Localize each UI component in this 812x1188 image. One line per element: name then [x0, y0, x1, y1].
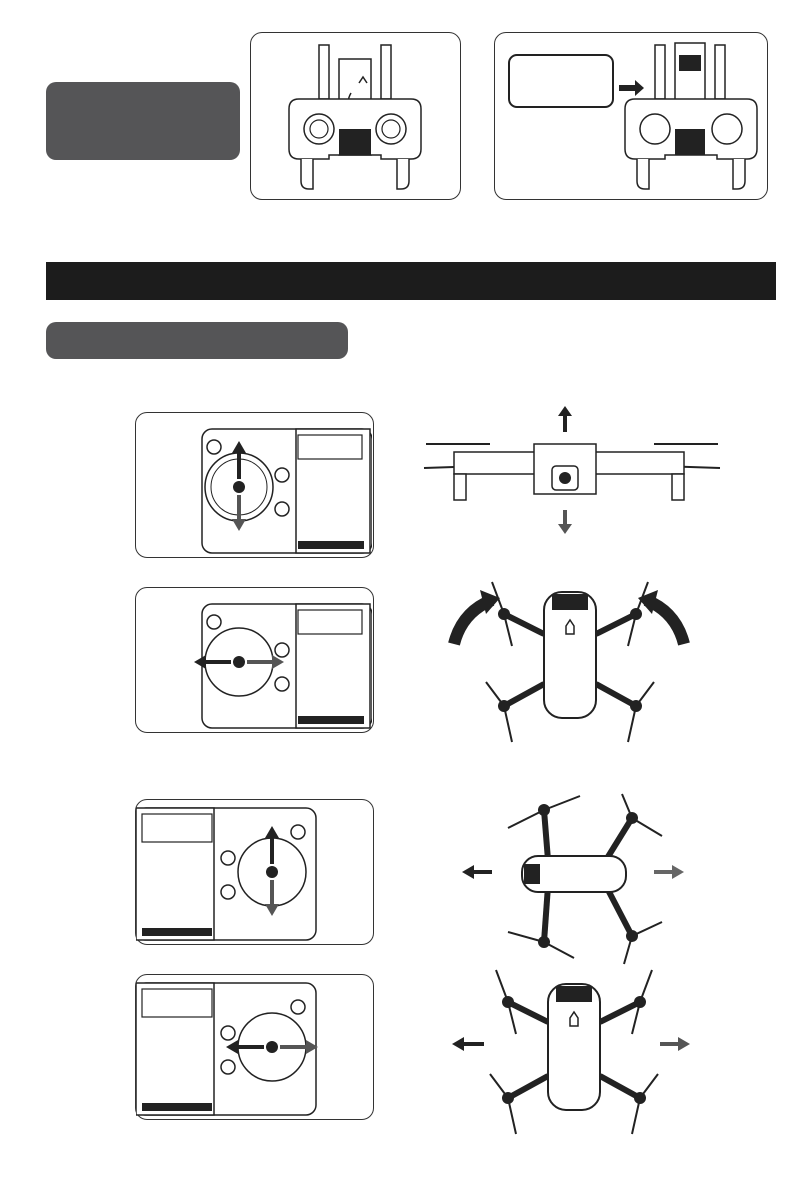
drone-side-top-view-icon	[456, 790, 696, 970]
smartphone-icon	[509, 55, 613, 107]
drone-sideways	[450, 966, 700, 1144]
arrow-right-icon	[619, 80, 644, 96]
left-stick-left-right-illustration	[136, 588, 372, 731]
arrow-down-icon	[558, 524, 572, 534]
subsection-header-pill	[46, 322, 348, 359]
drone-forward-backward	[456, 790, 696, 970]
arrow-left-icon	[452, 1037, 464, 1051]
arrow-right-icon	[678, 1037, 690, 1051]
drone-rotate	[440, 574, 700, 752]
controller-holder-panel	[250, 32, 461, 200]
arrow-left-icon	[194, 655, 206, 669]
arrow-right-icon	[672, 865, 684, 879]
stick-demo-1	[135, 412, 374, 558]
drone-top-view-sideways-icon	[450, 966, 700, 1144]
arrow-up-icon	[558, 406, 572, 416]
arrow-left-icon	[462, 865, 474, 879]
right-stick-up-down-illustration	[136, 800, 372, 943]
stick-demo-4	[135, 974, 374, 1120]
drone-front-view-icon	[414, 404, 724, 544]
right-stick-left-right-illustration	[136, 975, 372, 1118]
phone-mount-panel	[494, 32, 768, 200]
section-header-bar	[46, 262, 776, 300]
drone-top-view-rotate-icon	[440, 574, 700, 752]
controller-with-phone-holder-icon	[251, 33, 459, 198]
stick-demo-2	[135, 587, 374, 733]
drone-ascend-descend	[414, 404, 724, 544]
phone-mount-illustration	[495, 33, 767, 198]
left-stick-up-down-illustration	[136, 413, 372, 556]
label-box	[46, 82, 240, 160]
stick-demo-3	[135, 799, 374, 945]
